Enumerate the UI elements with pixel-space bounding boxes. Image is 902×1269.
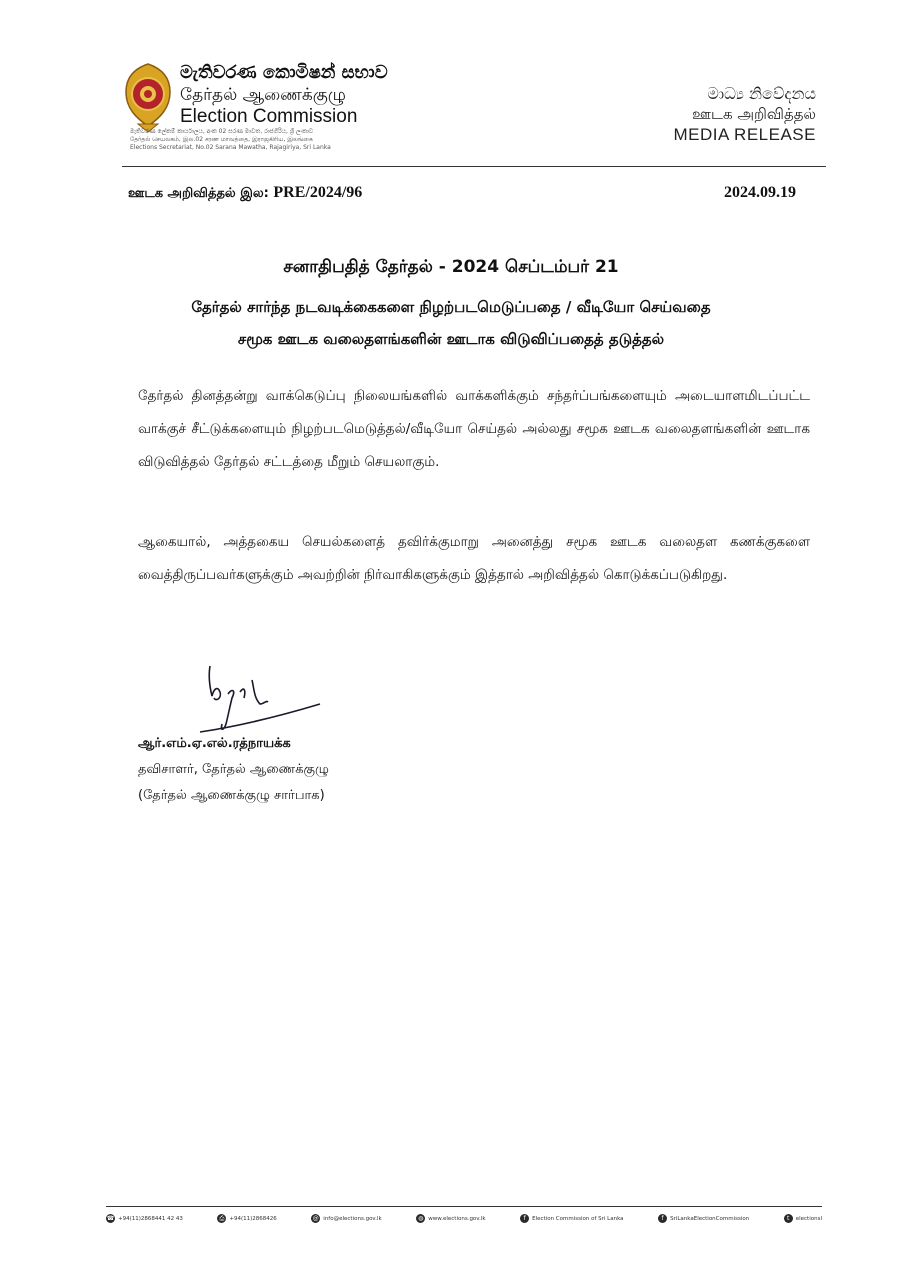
- footer-twitter: [784, 1214, 822, 1223]
- twitter-icon: t: [784, 1214, 793, 1223]
- address-line-tamil: தேர்தல் செயலகம், இல.02 சரண மாவத்தை, இராஜகிரிய, இலங்கை: [130, 136, 313, 143]
- footer-facebook-page: [520, 1214, 623, 1223]
- footer-facebook-page-text: Election Commission of Sri Lanka: [532, 1215, 624, 1222]
- footer-email-text: info@elections.gov.lk: [323, 1215, 382, 1222]
- reference-code: PRE/2024/96: [273, 184, 363, 201]
- footer-website: [416, 1214, 485, 1223]
- address-line-sinhala: මැතිවරණ ලේකම් කාර්යාලය, අංක 02 සරණ මාවත, රාජගිරිය, ශ්‍රී ලංකාව: [130, 128, 314, 135]
- org-address: [130, 128, 390, 152]
- footer-twitter-text: electionsl: [795, 1215, 822, 1222]
- footer-fax-text: +94(11)2868426: [229, 1215, 277, 1222]
- footer-facebook-handle-text: SriLankaElectionCommission: [670, 1215, 750, 1222]
- footer-contacts: [106, 1214, 822, 1223]
- body-paragraph-2: ஆகையால், அத்தகைய செயல்களைத் தவிர்க்குமாறு அனைத்து சமூக ஊடக வலைதள கணக்குகளை வைத்திருப்பவர்களுக்கும் அவற்றின் நிர்வாகிகளுக்கும் இத்தால் அறிவித்தல் கொடுக்கப்படுகிறது.: [138, 534, 810, 583]
- org-name-sinhala: මැතිවරණ කොමිෂන් සභාව: [180, 62, 388, 83]
- document-title: சனாதிபதித் தேர்தல் - 2024 செப்டம்பர் 21: [283, 257, 619, 277]
- signatory-name: ஆர்.எம்.ஏ.எல்.ரத்நாயக்க: [138, 736, 291, 751]
- footer-phone: [106, 1214, 183, 1223]
- election-commission-emblem-icon: [122, 62, 174, 134]
- reference-label: ஊடக அறிவித்தல் இல:: [128, 186, 269, 201]
- address-line-english: Elections Secretariat, No.02 Sarana Mawatha, Rajagiriya, Sri Lanka: [130, 144, 331, 151]
- organization-name-block: [180, 62, 410, 128]
- facebook-icon: f: [520, 1214, 529, 1223]
- release-date: 2024.09.19: [724, 184, 796, 201]
- media-release-sinhala: මාධ්‍ය නිවේදනය: [707, 84, 816, 103]
- footer-divider: [106, 1206, 822, 1207]
- header-divider: [122, 166, 826, 167]
- document-subtitle-line-1: தேர்தல் சார்ந்த நடவடிக்கைகளை நிழற்படமெடுப்பதை / வீடியோ செய்வதை: [191, 298, 711, 316]
- web-icon: ◍: [418, 1215, 424, 1222]
- media-release-tamil: ஊடக அறிவித்தல்: [692, 105, 816, 123]
- phone-icon: ☎: [106, 1215, 115, 1222]
- footer-fax: [217, 1214, 276, 1223]
- document-subtitle-line-2: சமூக ஊடக வலைதளங்களின் ஊடாக விடுவிப்பதைத் தடுத்தல்: [237, 330, 665, 348]
- media-release-english: MEDIA RELEASE: [673, 125, 816, 144]
- fax-icon: ⎙: [217, 1214, 226, 1223]
- body-paragraph-1: தேர்தல் தினத்தன்று வாக்கெடுப்பு நிலையங்களில் வாக்களிக்கும் சந்தர்ப்பங்களையும் அடையாளமிடப்பட்ட வாக்குச் சீட்டுக்களையும் நிழற்படமெடுத்தல்/வீடியோ செய்தல் அல்லது சமூக ஊடக வலைதளங்களின் ஊடாக விடுவித்தல் தேர்தல் சட்டத்தை மீறும் செயலாகும்.: [138, 388, 810, 470]
- media-release-label-block: [586, 84, 816, 146]
- footer-facebook-handle: [658, 1214, 749, 1223]
- email-icon: @: [312, 1215, 319, 1222]
- footer-email: [311, 1214, 381, 1223]
- reference-number: [128, 184, 362, 202]
- org-name-tamil: தேர்தல் ஆணைக்குழு: [180, 85, 346, 105]
- handwritten-signature: [170, 658, 340, 748]
- org-name-english: Election Commission: [180, 106, 358, 127]
- signatory-on-behalf: (தேர்தல் ஆணைக்குழு சார்பாக): [138, 788, 325, 803]
- footer-website-text: www.elections.gov.lk: [428, 1215, 486, 1222]
- footer-phone-text: +94(11)2868441 42 43: [118, 1215, 183, 1222]
- signatory-title: தவிசாளர், தேர்தல் ஆணைக்குழு: [138, 762, 329, 777]
- facebook-icon: f: [658, 1214, 667, 1223]
